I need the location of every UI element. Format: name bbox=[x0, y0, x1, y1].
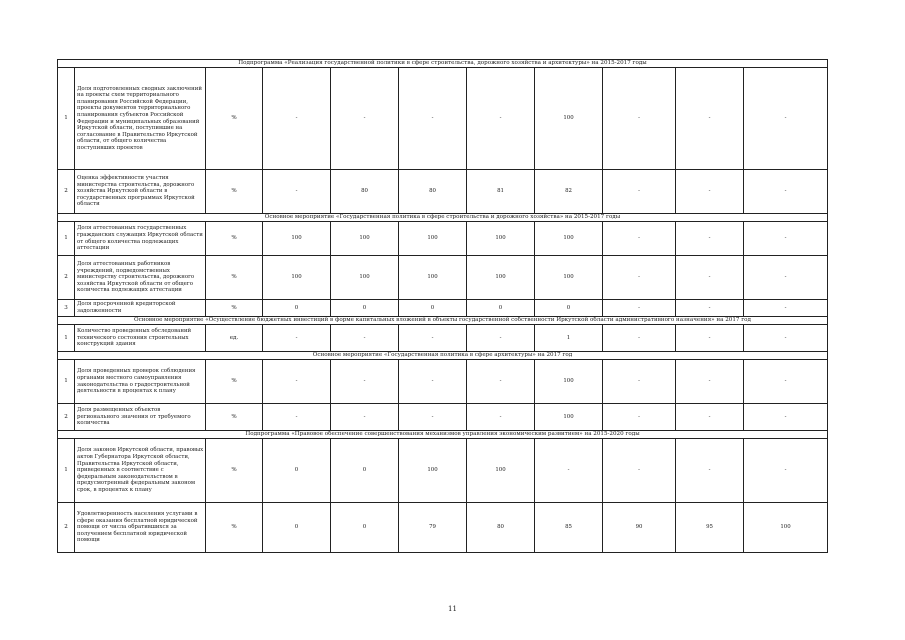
value-cell: - bbox=[467, 325, 535, 352]
value-cell: - bbox=[399, 68, 467, 170]
indicator-description: Оценка эффективности участия министерства строительства, дорожного хозяйства Иркутской области в государственных программах Иркутской области bbox=[75, 170, 206, 214]
indicator-description: Удовлетворенность населения услугами в сфере оказания бесплатной юридической помощи от числа обратившихся за получением бесплатной юридической помощи bbox=[75, 503, 206, 553]
value-cell: 100 bbox=[399, 256, 467, 300]
value-cell: - bbox=[603, 222, 676, 256]
value-cell: 100 bbox=[263, 222, 331, 256]
value-cell: 0 bbox=[263, 300, 331, 317]
value-cell: 79 bbox=[399, 503, 467, 553]
row-number: 2 bbox=[58, 256, 75, 300]
value-cell: - bbox=[676, 360, 744, 404]
page-number: 11 bbox=[448, 605, 457, 613]
value-cell: - bbox=[676, 222, 744, 256]
section-header-row bbox=[58, 60, 828, 68]
value-cell: - bbox=[676, 404, 744, 431]
unit-cell: % bbox=[206, 503, 263, 553]
value-cell: 81 bbox=[467, 170, 535, 214]
value-cell: - bbox=[744, 222, 828, 256]
value-cell: 0 bbox=[263, 503, 331, 553]
value-cell: - bbox=[603, 404, 676, 431]
value-cell: 100 bbox=[535, 222, 603, 256]
table-row bbox=[58, 256, 828, 300]
value-cell: - bbox=[744, 360, 828, 404]
value-cell: 100 bbox=[263, 256, 331, 300]
section-header-row bbox=[58, 214, 828, 222]
row-number: 2 bbox=[58, 170, 75, 214]
unit-cell: % bbox=[206, 256, 263, 300]
value-cell: 80 bbox=[467, 503, 535, 553]
value-cell: - bbox=[263, 170, 331, 214]
value-cell: 100 bbox=[331, 256, 399, 300]
table-row bbox=[58, 300, 828, 317]
indicator-description: Доля размещенных объектов регионального значения от требуемого количества bbox=[75, 404, 206, 431]
value-cell: - bbox=[676, 325, 744, 352]
value-cell: 95 bbox=[676, 503, 744, 553]
value-cell: 0 bbox=[331, 503, 399, 553]
indicator-description: Доля аттестованных работников учреждений, подведомственных министерству строительства, дорожного хозяйства Иркутской области от общего количества подлежащих аттестации bbox=[75, 256, 206, 300]
value-cell: - bbox=[744, 256, 828, 300]
value-cell: - bbox=[467, 68, 535, 170]
value-cell: - bbox=[603, 300, 676, 317]
unit-cell: % bbox=[206, 68, 263, 170]
value-cell: - bbox=[263, 404, 331, 431]
section-header: Подпрограмма «Реализация государственной политики в сфере строительства, дорожного хозяйства и архитектуры» на 2015-2017 годы bbox=[58, 60, 828, 68]
value-cell: 100 bbox=[467, 439, 535, 503]
value-cell: - bbox=[263, 325, 331, 352]
value-cell: 1 bbox=[535, 325, 603, 352]
value-cell: - bbox=[331, 68, 399, 170]
value-cell: 0 bbox=[331, 439, 399, 503]
value-cell: - bbox=[399, 360, 467, 404]
value-cell: - bbox=[399, 325, 467, 352]
indicator-description: Доля законов Иркутской области, правовых актов Губернатора Иркутской области, Правительства Иркутской области, приведенных в соответствие с федеральным законодательством в предусмотренный федеральным законом срок, в процентах к плану bbox=[75, 439, 206, 503]
value-cell: - bbox=[603, 256, 676, 300]
section-header: Основное мероприятие «Государственная политика в сфере строительства и дорожного хозяйства» на 2015-2017 годы bbox=[58, 214, 828, 222]
unit-cell: % bbox=[206, 439, 263, 503]
value-cell: 90 bbox=[603, 503, 676, 553]
section-header: Основное мероприятие «Осуществление бюджетных инвестиций в форме капитальных вложений в объекты государственной собственности Иркутской области административного назначения» на 2017 год bbox=[58, 317, 828, 325]
unit-cell: % bbox=[206, 222, 263, 256]
unit-cell: % bbox=[206, 170, 263, 214]
value-cell: - bbox=[467, 360, 535, 404]
value-cell: 0 bbox=[535, 300, 603, 317]
indicator-table-container bbox=[57, 59, 827, 553]
table-row bbox=[58, 360, 828, 404]
value-cell: - bbox=[676, 68, 744, 170]
table-row bbox=[58, 439, 828, 503]
value-cell: - bbox=[263, 68, 331, 170]
value-cell: - bbox=[744, 68, 828, 170]
value-cell: 100 bbox=[535, 256, 603, 300]
table-row bbox=[58, 68, 828, 170]
row-number: 1 bbox=[58, 439, 75, 503]
value-cell: 0 bbox=[399, 300, 467, 317]
value-cell: - bbox=[331, 325, 399, 352]
value-cell: 0 bbox=[331, 300, 399, 317]
indicator-description: Количество проведенных обследований технического состояния строительных конструкций здания bbox=[75, 325, 206, 352]
value-cell: - bbox=[399, 404, 467, 431]
value-cell: - bbox=[535, 439, 603, 503]
value-cell: 100 bbox=[535, 360, 603, 404]
value-cell: 0 bbox=[263, 439, 331, 503]
table-row bbox=[58, 404, 828, 431]
value-cell: 100 bbox=[535, 68, 603, 170]
table-row bbox=[58, 222, 828, 256]
value-cell: - bbox=[676, 170, 744, 214]
unit-cell: % bbox=[206, 300, 263, 317]
value-cell: - bbox=[263, 360, 331, 404]
value-cell: - bbox=[603, 360, 676, 404]
unit-cell: % bbox=[206, 360, 263, 404]
value-cell: - bbox=[744, 404, 828, 431]
value-cell: - bbox=[744, 300, 828, 317]
value-cell: - bbox=[331, 360, 399, 404]
table-row bbox=[58, 503, 828, 553]
section-header-row bbox=[58, 317, 828, 325]
value-cell: 100 bbox=[399, 222, 467, 256]
value-cell: - bbox=[676, 300, 744, 317]
value-cell: 100 bbox=[331, 222, 399, 256]
value-cell: 100 bbox=[535, 404, 603, 431]
section-header: Основное мероприятие «Государственная политика в сфере архитектуры» на 2017 год bbox=[58, 352, 828, 360]
value-cell: 0 bbox=[467, 300, 535, 317]
value-cell: - bbox=[744, 439, 828, 503]
value-cell: - bbox=[744, 170, 828, 214]
value-cell: 100 bbox=[744, 503, 828, 553]
value-cell: - bbox=[603, 325, 676, 352]
row-number: 1 bbox=[58, 360, 75, 404]
value-cell: - bbox=[603, 439, 676, 503]
row-number: 1 bbox=[58, 325, 75, 352]
indicator-description: Доля проведенных проверок соблюдения органами местного самоуправления законодательства о градостроительной деятельности в процентах к плану bbox=[75, 360, 206, 404]
value-cell: - bbox=[603, 170, 676, 214]
table-row bbox=[58, 170, 828, 214]
section-header: Подпрограмма «Правовое обеспечение совершенствования механизмов управления экономическим развитием» на 2015-2020 годы bbox=[58, 431, 828, 439]
value-cell: - bbox=[676, 256, 744, 300]
value-cell: - bbox=[676, 439, 744, 503]
value-cell: 82 bbox=[535, 170, 603, 214]
section-header-row bbox=[58, 431, 828, 439]
unit-cell: % bbox=[206, 404, 263, 431]
value-cell: 100 bbox=[467, 256, 535, 300]
row-number: 3 bbox=[58, 300, 75, 317]
indicator-table bbox=[57, 59, 828, 553]
section-header-row bbox=[58, 352, 828, 360]
value-cell: 100 bbox=[399, 439, 467, 503]
value-cell: - bbox=[744, 325, 828, 352]
value-cell: - bbox=[467, 404, 535, 431]
value-cell: - bbox=[603, 68, 676, 170]
unit-cell: ед. bbox=[206, 325, 263, 352]
indicator-description: Доля аттестованных государственных гражданских служащих Иркутской области от общего количества подлежащих аттестации bbox=[75, 222, 206, 256]
table-row bbox=[58, 325, 828, 352]
value-cell: 85 bbox=[535, 503, 603, 553]
row-number: 2 bbox=[58, 503, 75, 553]
row-number: 1 bbox=[58, 68, 75, 170]
row-number: 1 bbox=[58, 222, 75, 256]
row-number: 2 bbox=[58, 404, 75, 431]
value-cell: 80 bbox=[399, 170, 467, 214]
indicator-description: Доля просроченной кредиторской задолженности bbox=[75, 300, 206, 317]
indicator-description: Доля подготовленных сводных заключений на проекты схем территориального планирования Российской Федерации, проекты документов территориального планирования субъектов Российской Федерации и муниципальных образований Иркутской области, поступившие на согласование в Правительство Иркутской области, от общего количества поступивших проектов bbox=[75, 68, 206, 170]
value-cell: - bbox=[331, 404, 399, 431]
value-cell: 100 bbox=[467, 222, 535, 256]
value-cell: 80 bbox=[331, 170, 399, 214]
